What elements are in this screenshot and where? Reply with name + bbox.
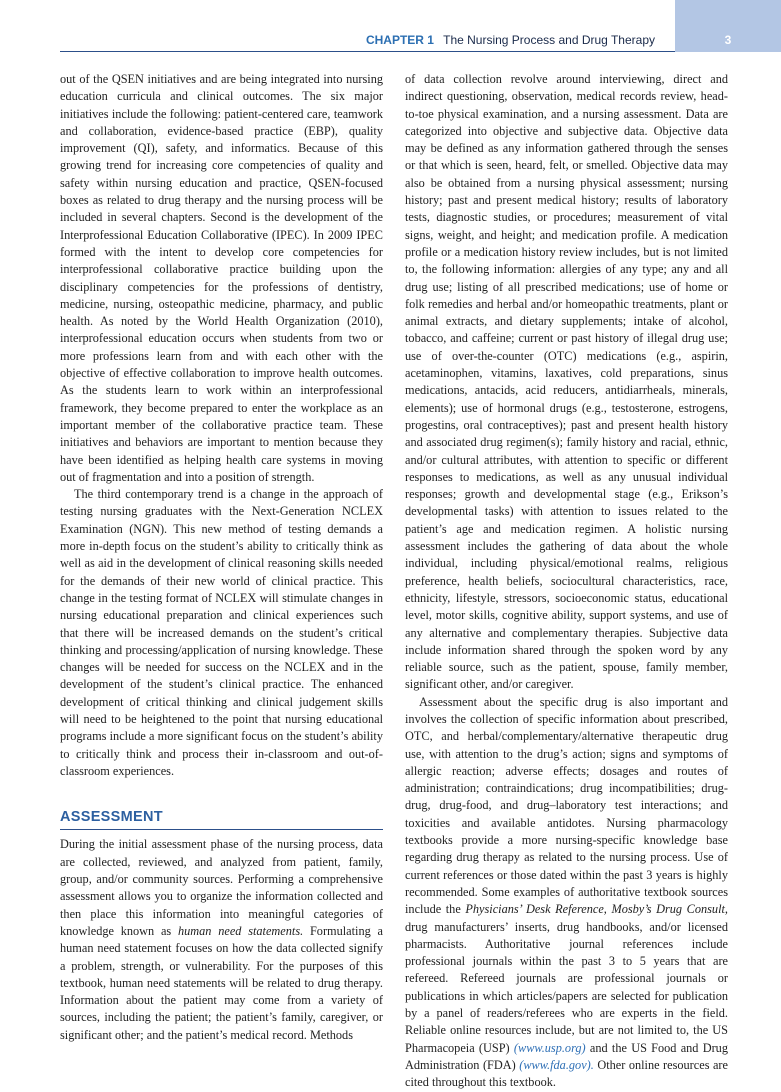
fda-link[interactable]: (www.fda.gov). <box>519 1057 594 1072</box>
text-run: During the initial assessment phase of the nursing process, data are collected, reviewed, and analyzed from patient, family, group, and/or community sources. Performing a comprehensive assessment allows you to organize the information collected and then place this information into meaningful categories of knowledge known as <box>60 837 383 938</box>
header-divider <box>60 51 675 52</box>
page-number: 3 <box>724 33 732 47</box>
left-column <box>60 71 383 1044</box>
text-run: and the US Food and Drug Administration (FDA) <box>405 1040 728 1072</box>
text-run: Other online resources are cited throughout this textbook. <box>405 1057 728 1090</box>
paragraph-drug-assessment <box>405 694 728 1092</box>
chapter-label: CHAPTER 1 <box>365 33 434 47</box>
emphasis-text: Physicians’ Desk Reference, Mosby’s Drug Consult, <box>465 902 728 917</box>
page-number-tab <box>675 0 781 52</box>
paragraph-data-collection: of data collection revolve around interviewing, direct and indirect questioning, observation, medical records review, head-to-toe physical examination, and a nursing assessment. Data are categorized into objective and subjective data. Objective data may be defined as any information gathered through the senses or that which is seen, heard, felt, or smelled. Objective data may also be obtained from a nursing physical assessment; nursing history; past and present medical history; results of laboratory tests, diagnostic studies, or procedures; measurement of vital signs, weight, and height; and medication profile. A medication profile or a medication history review includes, but is not limited to, the following information: allergies of any type; any and all drug use; listing of all prescribed medications; use of home or folk remedies and herbal and/or homeopathic treatments, plant or animal extracts, and dietary supplements; intake of alcohol, tobacco, and caffeine; current or past history of illegal drug use; use of over-the-counter (OTC) medications (e.g., aspirin, acetaminophen, vitamins, laxatives, cold preparations, sinus medications, antacids, acid reducers, antidiarrheals, minerals, elements); use of hormonal drugs (e.g., testosterone, estrogens, progestins, oral contraceptives); past and present health history and associated drug regimen(s); family history and racial, ethnic, and/or cultural attributes, with attention to specific or different responses to medications, as well as any unusual individual responses; growth and developmental stage (e.g., Erikson’s developmental tasks) with attention to issues related to the patient’s age and medication regimen. A holistic nursing assessment includes the gathering of data about the whole individual, including physical/emotional realms, religious preference, health beliefs, sociocultural characteristics, race, ethnicity, lifestyle, stressors, socioeconomic status, educational level, motor skills, cognitive ability, support systems, and use of any alternative and complementary therapies. Subjective data include information shared through the spoken word by any reliable source, such as the patient, spouse, family member, significant other, and/or caregiver. <box>405 72 728 692</box>
emphasis-text: human need statements. <box>177 923 304 938</box>
text-run: drug manufacturers’ inserts, drug handbooks, and/or licensed pharmacists. Authoritative journal references include professional journals within the past 3 to 5 years that are refereed. Refereed journals are professional journals or publications in which articles/papers are selected for publication by a panel of readers/referees who are experts in the field. Reliable online resources include, but are not limited to, the US Pharmacopeia (USP) <box>405 919 728 1055</box>
right-column <box>405 71 728 1092</box>
paragraph-ngn: The third contemporary trend is a change in the approach of testing nursing graduates with the Next-Generation NCLEX Examination (NGN). This new method of testing demands a more in-depth focus on the student’s ability to critically think as well as aid in the development of clinical reasoning skills needed for the demands of their new world of clinical practice. This change in the testing format of NCLEX will stimulate changes in nursing educational preparation and clinical experiences such that there will be increased demands on the student’s critical thinking and processing/application of nursing knowledge. These changes will be needed for success on the NCLEX and in the development of the student’s clinical practice. The enhanced development of critical thinking and clinical judgement skills will need to be heightened to the point that nursing educational programs include a more significant focus on the student’s ability to critically think and process their in-classroom and out-of-classroom experiences. <box>60 487 383 778</box>
paragraph-assessment <box>60 836 383 1044</box>
section-heading-assessment: ASSESSMENT <box>60 809 383 830</box>
usp-link[interactable]: (www.usp.org) <box>513 1040 586 1055</box>
text-run: Assessment about the specific drug is also important and involves the collection of specific information about prescribed, OTC, and herbal/complementary/alternative therapeutic drug use, with attention to the drug’s action; signs and symptoms of allergic reaction; adverse effects; dosages and routes of administration; contraindications; drug incompatibilities; drug-drug, drug-food, and drug–laboratory test interactions; and toxicities and available antidotes. Nursing pharmacology textbooks provide a more nursing-specific knowledge base regarding drug therapy as related to the nursing process. Use of current references or those dated within the past 3 years is highly recommended. Some examples of authoritative textbook sources include the <box>405 694 728 917</box>
paragraph-qsen: out of the QSEN initiatives and are being integrated into nursing education curricula and clinical outcomes. The six major initiatives include the following: patient-centered care, teamwork and collaboration, evidence-based practice (EBP), quality improvement (QI), safety, and informatics. Because of this growing trend for increasing core competencies of quality and safety within nursing education and practice, QSEN-focused boxes as related to drug therapy and the nursing process will be included in several chapters. Second is the development of the Interprofessional Education Collaborative (IPEC). In 2009 IPEC formed with the intent to develop core competencies for interprofessional collaborative practice building upon the disciplinary competencies for the professions of dentistry, medicine, nursing, osteopathic medicine, pharmacy, and public health. As noted by the World Health Organization (2010), interprofessional education occurs when students from two or more professions learn from and with each other with the objective of effective collaboration to improve health outcomes. As the students learn to work within an interprofessional framework, they become prepared to enter the workplace as an important member of the collaborative practice team. These initiatives and behaviors are important to mention because they have been identified as helping health care systems in moving out of fragmentation and into a position of strength. <box>60 72 383 484</box>
text-run: Formulating a human need statement focuses on how the data collected signify a problem, strength, or vulnerability. For the purposes of this textbook, human need statements will be related to drug therapy. Information about the patient may come from a variety of sources, including the patient; the patient’s family, caregiver, or significant other; and the patient’s medical record. Methods <box>60 923 383 1042</box>
chapter-title: The Nursing Process and Drug Therapy <box>443 33 655 47</box>
running-header <box>366 33 655 47</box>
